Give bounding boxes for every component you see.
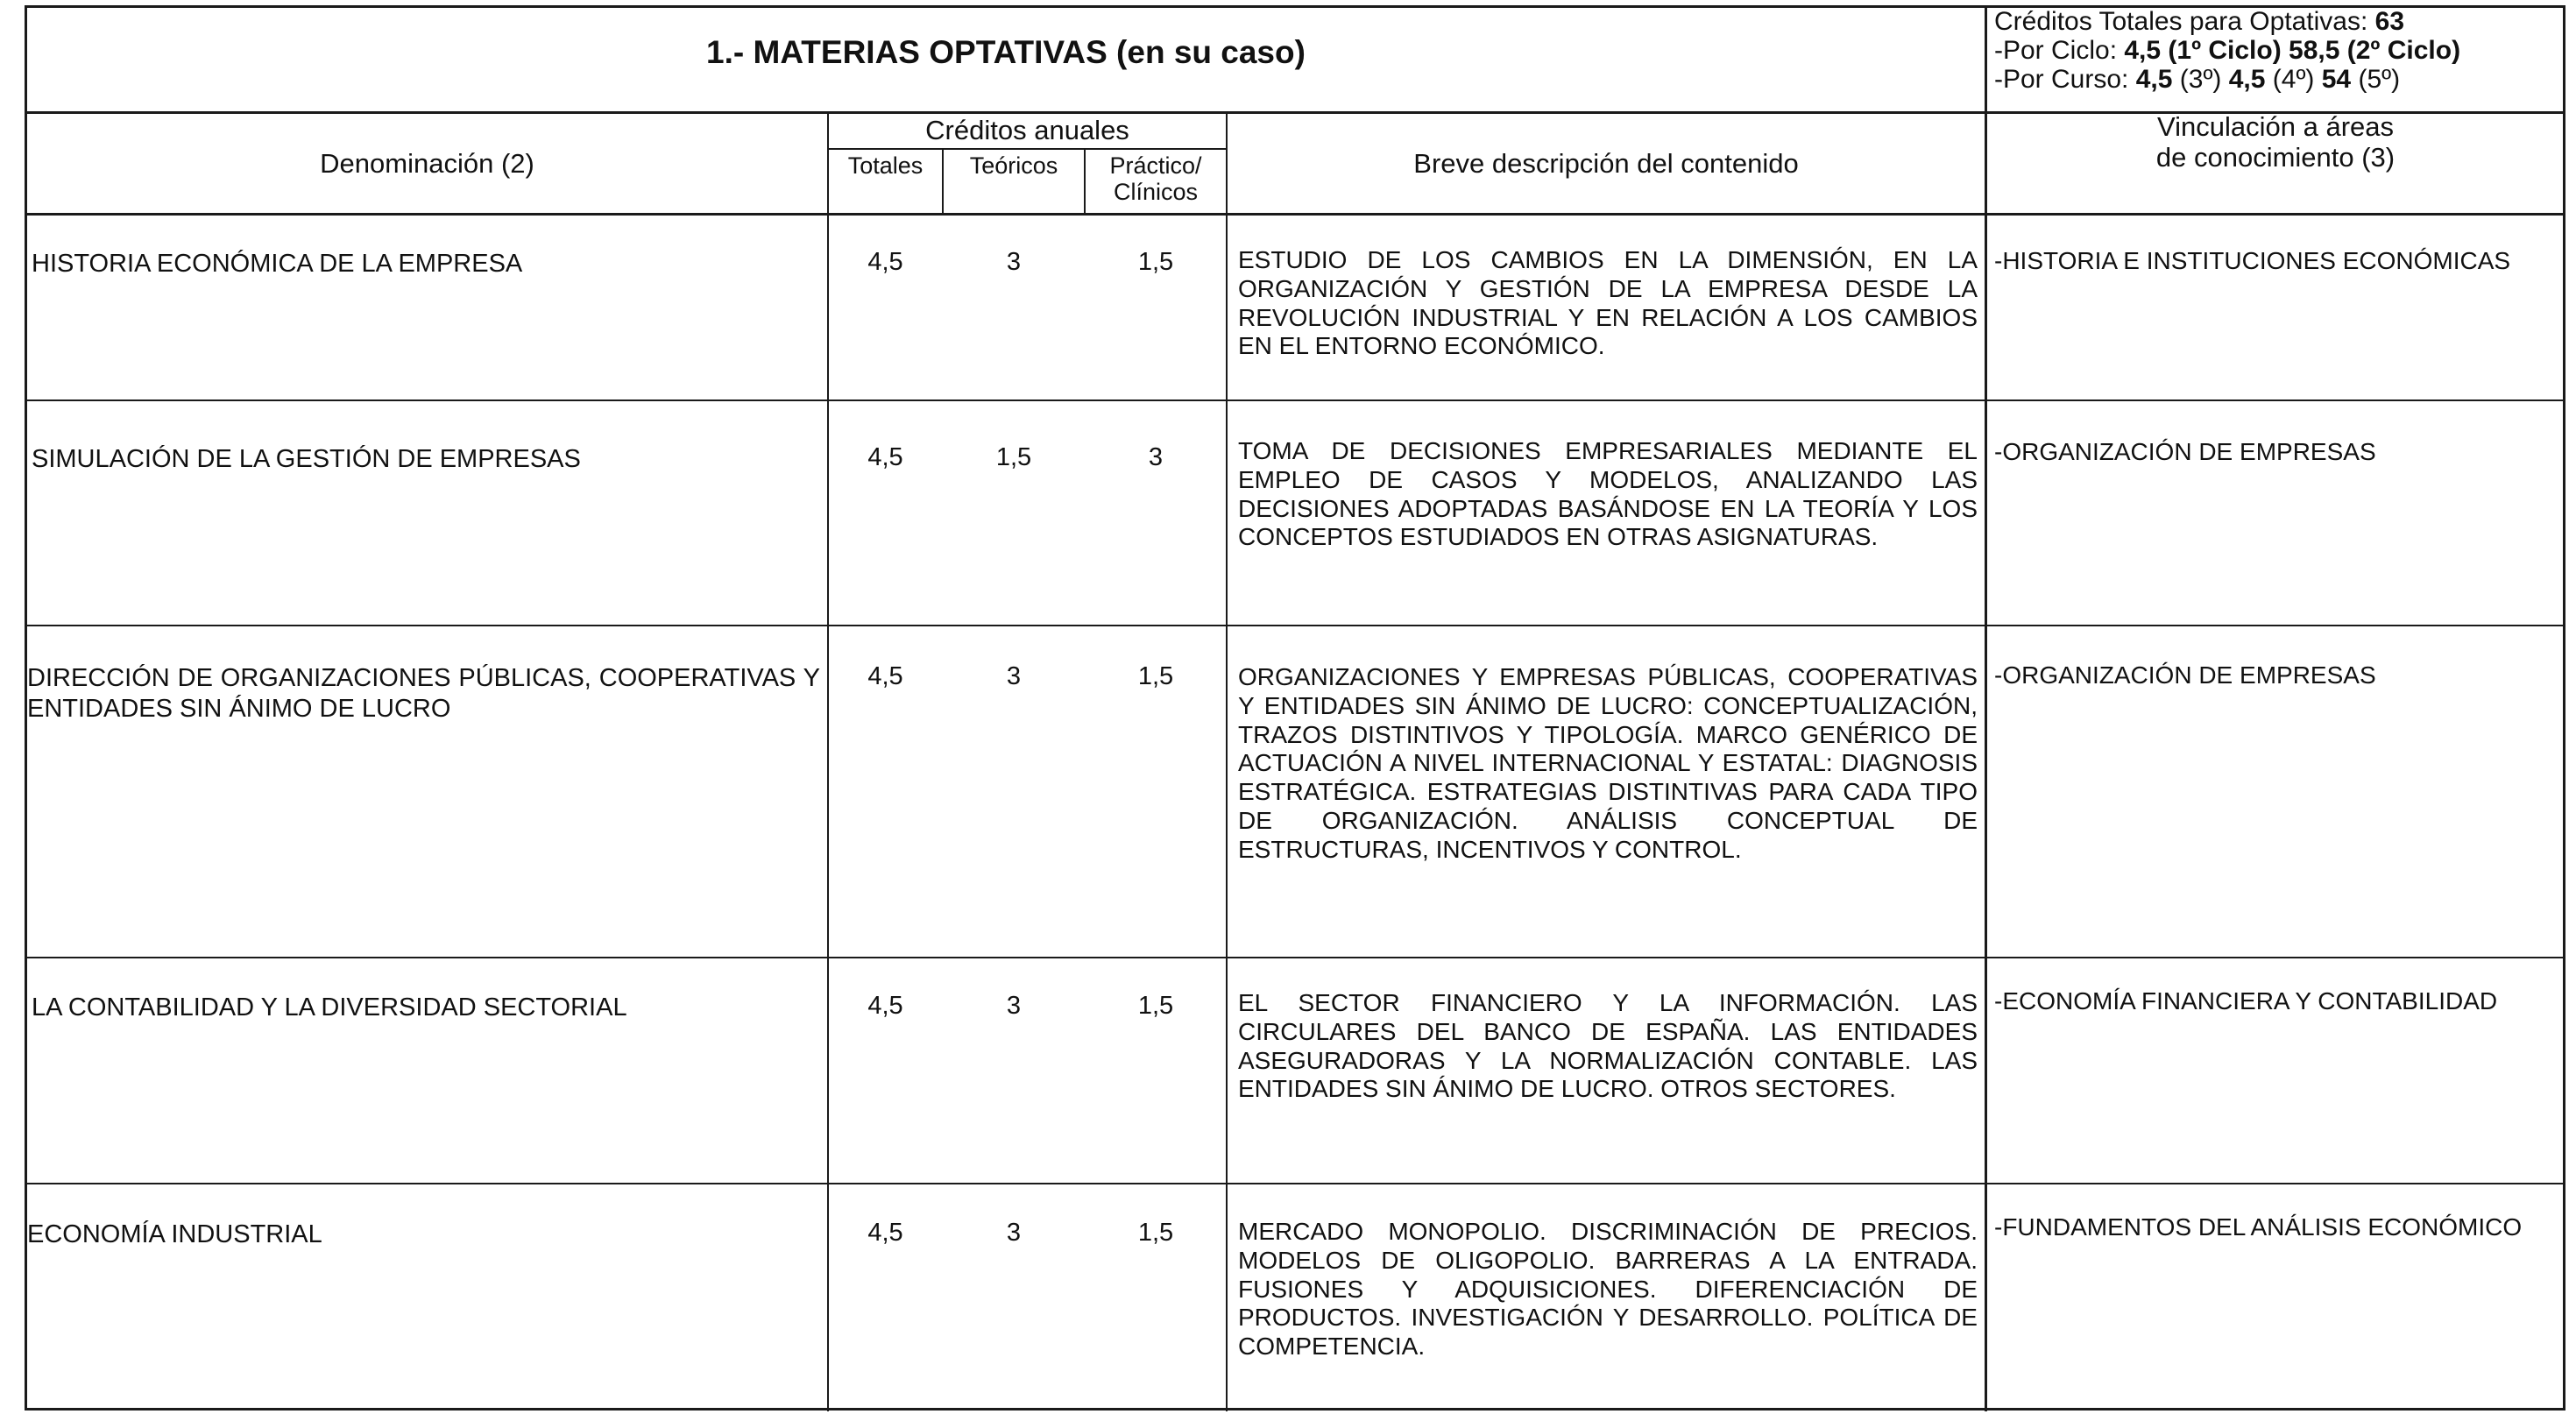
row-5-totales: 4,5 (867, 1219, 903, 1247)
credits-summary (1994, 7, 2564, 94)
header-vinculacion (1987, 112, 2564, 173)
header-vinculacion-line1: Vinculación a áreas (2157, 111, 2394, 142)
rule-row-4 (25, 1183, 2565, 1184)
credits-curso-line (1994, 65, 2564, 94)
row-1-practicos: 1,5 (1137, 248, 1174, 276)
header-vinculacion-line2: de conocimiento (3) (2155, 141, 2396, 173)
credits-curso-4: 4,5 (2228, 65, 2266, 94)
header-creditos-anuales: Créditos anuales (925, 115, 1129, 145)
row-3-area: -ORGANIZACIÓN DE EMPRESAS (1994, 661, 2376, 689)
credits-ciclo-label: -Por Ciclo: (1994, 36, 2125, 65)
row-5-name: ECONOMÍA INDUSTRIAL (27, 1220, 322, 1248)
row-5-teoricos: 3 (1006, 1219, 1022, 1247)
credits-curso-5-note: (5º) (2351, 65, 2401, 94)
credits-curso-3-note: (3º) (2172, 65, 2229, 94)
row-3-name: DIRECCIÓN DE ORGANIZACIONES PÚBLICAS, COOPERATIVAS Y ENTIDADES SIN ÁNIMO DE LUCRO (27, 664, 820, 724)
rule-row-2 (25, 625, 2565, 626)
row-3-teoricos: 3 (1006, 662, 1022, 690)
header-practicos-line1: Práctico/ (1109, 152, 1202, 179)
row-1-name: HISTORIA ECONÓMICA DE LA EMPRESA (32, 250, 523, 278)
rule-col-totales (827, 111, 829, 1411)
row-3-practicos: 1,5 (1137, 662, 1174, 690)
credits-curso-3: 4,5 (2135, 65, 2173, 94)
credits-curso-4-note: (4º) (2265, 65, 2322, 94)
header-practicos (1086, 152, 1226, 205)
rule-row-3 (25, 957, 2565, 958)
rule-row-1 (25, 399, 2565, 401)
header-totales: Totales (847, 152, 924, 179)
row-2-practicos: 3 (1148, 443, 1164, 471)
header-descripcion: Breve descripción del contenido (1413, 148, 1799, 179)
row-1-totales: 4,5 (867, 248, 903, 276)
row-4-teoricos: 3 (1006, 992, 1022, 1020)
row-1-teoricos: 3 (1006, 248, 1022, 276)
row-5-area: -FUNDAMENTOS DEL ANÁLISIS ECONÓMICO (1994, 1213, 2523, 1241)
header-denominacion: Denominación (2) (320, 148, 534, 179)
row-4-name: LA CONTABILIDAD Y LA DIVERSIDAD SECTORIAL (32, 993, 627, 1022)
row-2-teoricos: 1,5 (995, 443, 1032, 471)
credits-total-label: Créditos Totales para Optativas: (1994, 7, 2375, 36)
row-2-name: SIMULACIÓN DE LA GESTIÓN DE EMPRESAS (32, 445, 581, 473)
credits-curso-5: 54 (2321, 65, 2352, 94)
row-5-practicos: 1,5 (1137, 1219, 1174, 1247)
row-3-totales: 4,5 (867, 662, 903, 690)
row-4-practicos: 1,5 (1137, 992, 1174, 1020)
row-5-description: MERCADO MONOPOLIO. DISCRIMINACIÓN DE PRECIOS. MODELOS DE OLIGOPOLIO. BARRERAS A LA ENTRADA. FUSIONES Y ADQUISICIONES. DIFERENCIACIÓN DE PRODUCTOS. INVESTIGACIÓN Y DESARROLLO. POLÍTICA DE COMPETENCIA. (1238, 1218, 1978, 1360)
row-2-totales: 4,5 (867, 443, 903, 471)
credits-curso-label: -Por Curso: (1994, 65, 2136, 94)
row-4-totales: 4,5 (867, 992, 903, 1020)
credits-total-line (1994, 7, 2564, 36)
credits-ciclo-value: 4,5 (1º Ciclo) 58,5 (2º Ciclo) (2124, 36, 2461, 65)
rule-col-descripcion (1226, 111, 1228, 1411)
table-title: 1.- MATERIAS OPTATIVAS (en su caso) (706, 34, 1306, 70)
row-2-area: -ORGANIZACIÓN DE EMPRESAS (1994, 438, 2376, 465)
row-4-area: -ECONOMÍA FINANCIERA Y CONTABILIDAD (1994, 987, 2498, 1015)
row-1-area: -HISTORIA E INSTITUCIONES ECONÓMICAS (1994, 247, 2511, 274)
rule-col-areas (1985, 5, 1987, 1411)
header-teoricos: Teóricos (969, 152, 1058, 179)
row-4-description: EL SECTOR FINANCIERO Y LA INFORMACIÓN. LAS CIRCULARES DEL BANCO DE ESPAÑA. LAS ENTIDADES ASEGURADORAS Y LA NORMALIZACIÓN CONTABLE. LAS ENTIDADES SIN ÁNIMO DE LUCRO. OTROS SECTORES. (1238, 989, 1978, 1103)
rule-below-creditos-anuales (827, 148, 1226, 150)
credits-total-value: 63 (2374, 7, 2405, 36)
row-1-description: ESTUDIO DE LOS CAMBIOS EN LA DIMENSIÓN, EN LA ORGANIZACIÓN Y GESTIÓN DE LA EMPRESA DESDE LA REVOLUCIÓN INDUSTRIAL Y EN RELACIÓN A LOS CAMBIOS EN EL ENTORNO ECONÓMICO. (1238, 246, 1978, 360)
row-2-description: TOMA DE DECISIONES EMPRESARIALES MEDIANTE EL EMPLEO DE CASOS Y MODELOS, ANALIZANDO LAS DECISIONES ADOPTADAS BASÁNDOSE EN LA TEORÍA Y LOS CONCEPTOS ESTUDIADOS EN OTRAS ASIGNATURAS. (1238, 437, 1978, 551)
credits-ciclo-line (1994, 36, 2564, 65)
row-3-description: ORGANIZACIONES Y EMPRESAS PÚBLICAS, COOPERATIVAS Y ENTIDADES SIN ÁNIMO DE LUCRO: CONCEPTUALIZACIÓN, TRAZOS DISTINTIVOS Y TIPOLOGÍA. MARCO GENÉRICO DE ACTUACIÓN A NIVEL INTERNACIONAL Y ESTATAL: DIAGNOSIS ESTRATÉGICA. ESTRATEGIAS DISTINTIVAS PARA CADA TIPO DE ORGANIZACIÓN. ANÁLISIS CONCEPTUAL DE ESTRUCTURAS, INCENTIVOS Y CONTROL. (1238, 663, 1978, 863)
header-practicos-line2: Clínicos (1113, 179, 1199, 206)
rule-below-header (25, 213, 2565, 216)
